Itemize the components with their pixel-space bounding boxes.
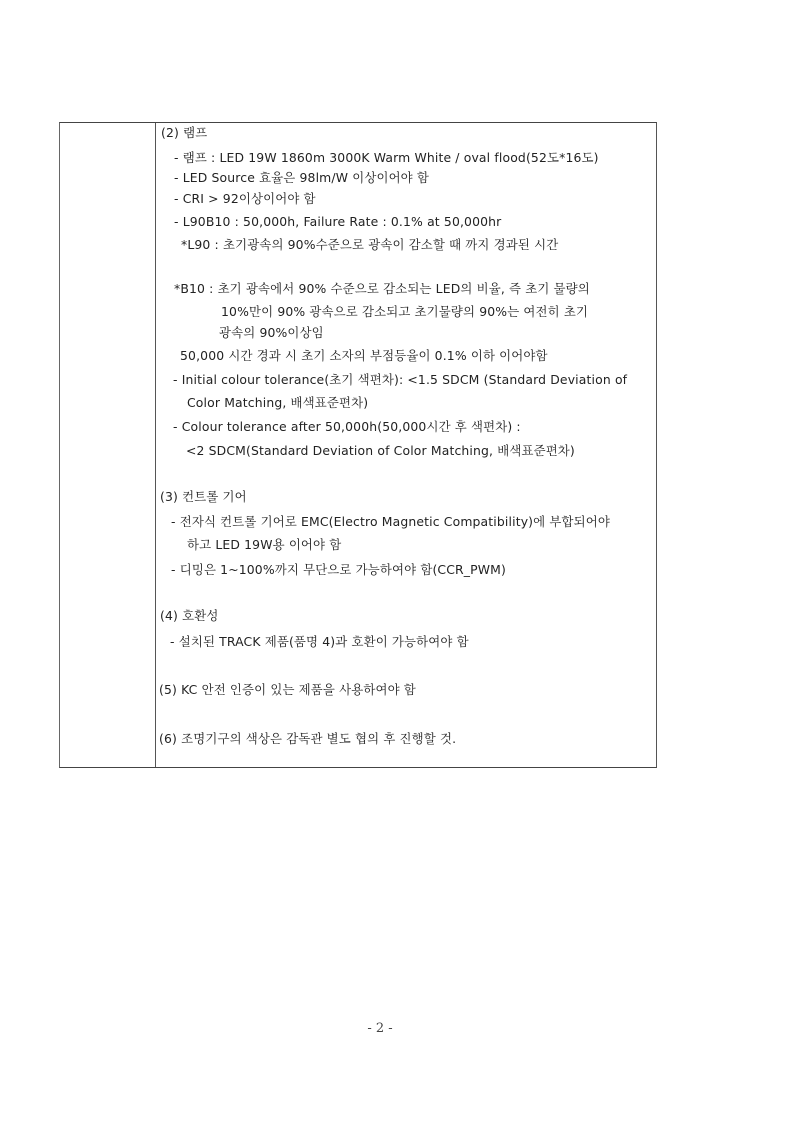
initial-tolerance-cont: Color Matching, 배색표준편차) — [187, 395, 369, 410]
b10-note: *B10 : 초기 광속에서 90% 수준으로 감소되는 LED의 비율, 즉 초기 물량의 — [174, 281, 590, 296]
tolerance-after-item: - Colour tolerance after 50,000h(50,000시간 후 색편차) : — [173, 419, 521, 434]
initial-tolerance-item: - Initial colour tolerance(초기 색편차): <1.5 SDCM (Standard Deviation of — [173, 372, 628, 387]
lifetime-item: - L90B10 : 50,000h, Failure Rate : 0.1% at 50,000hr — [174, 214, 502, 229]
cri-item: - CRI > 92이상이어야 함 — [174, 191, 316, 206]
failure-rate-note: 50,000 시간 경과 시 초기 소자의 부점등율이 0.1% 이하 이어야함 — [180, 348, 548, 363]
l90-note: *L90 : 초기광속의 90%수준으로 광속이 감소할 때 까지 경과된 시간 — [181, 237, 559, 252]
section-kc-certification: (5) KC 안전 인증이 있는 제품을 사용하여야 함 — [159, 682, 416, 697]
emc-item: - 전자식 컨트롤 기어로 EMC(Electro Magnetic Compatibility)에 부합되어야 — [171, 514, 610, 529]
emc-item-cont: 하고 LED 19W용 이어야 함 — [187, 537, 342, 552]
track-compatibility-item: - 설치된 TRACK 제품(품명 4)과 호환이 가능하여야 함 — [170, 634, 469, 649]
b10-note-cont-2: 광속의 90%이상임 — [219, 325, 324, 340]
section-compatibility-heading: (4) 호환성 — [160, 608, 219, 623]
b10-note-cont-1: 10%만이 90% 광속으로 감소되고 초기물량의 90%는 여전히 초기 — [221, 304, 589, 319]
column-divider — [155, 123, 156, 767]
section-fixture-color: (6) 조명기구의 색상은 감독관 별도 협의 후 진행할 것. — [159, 731, 457, 746]
led-efficiency-item: - LED Source 효율은 98lm/W 이상이어야 함 — [174, 170, 430, 185]
section-control-gear-heading: (3) 컨트롤 기어 — [160, 489, 247, 504]
section-lamp-heading: (2) 램프 — [161, 125, 208, 140]
lamp-spec-item: - 램프 : LED 19W 1860m 3000K Warm White / oval flood(52도*16도) — [174, 150, 599, 165]
page-number: - 2 - — [367, 1021, 393, 1036]
dimming-item: - 디밍은 1~100%까지 무단으로 가능하여야 함(CCR_PWM) — [171, 562, 506, 577]
tolerance-after-cont: <2 SDCM(Standard Deviation of Color Matching, 배색표준편차) — [186, 443, 575, 458]
